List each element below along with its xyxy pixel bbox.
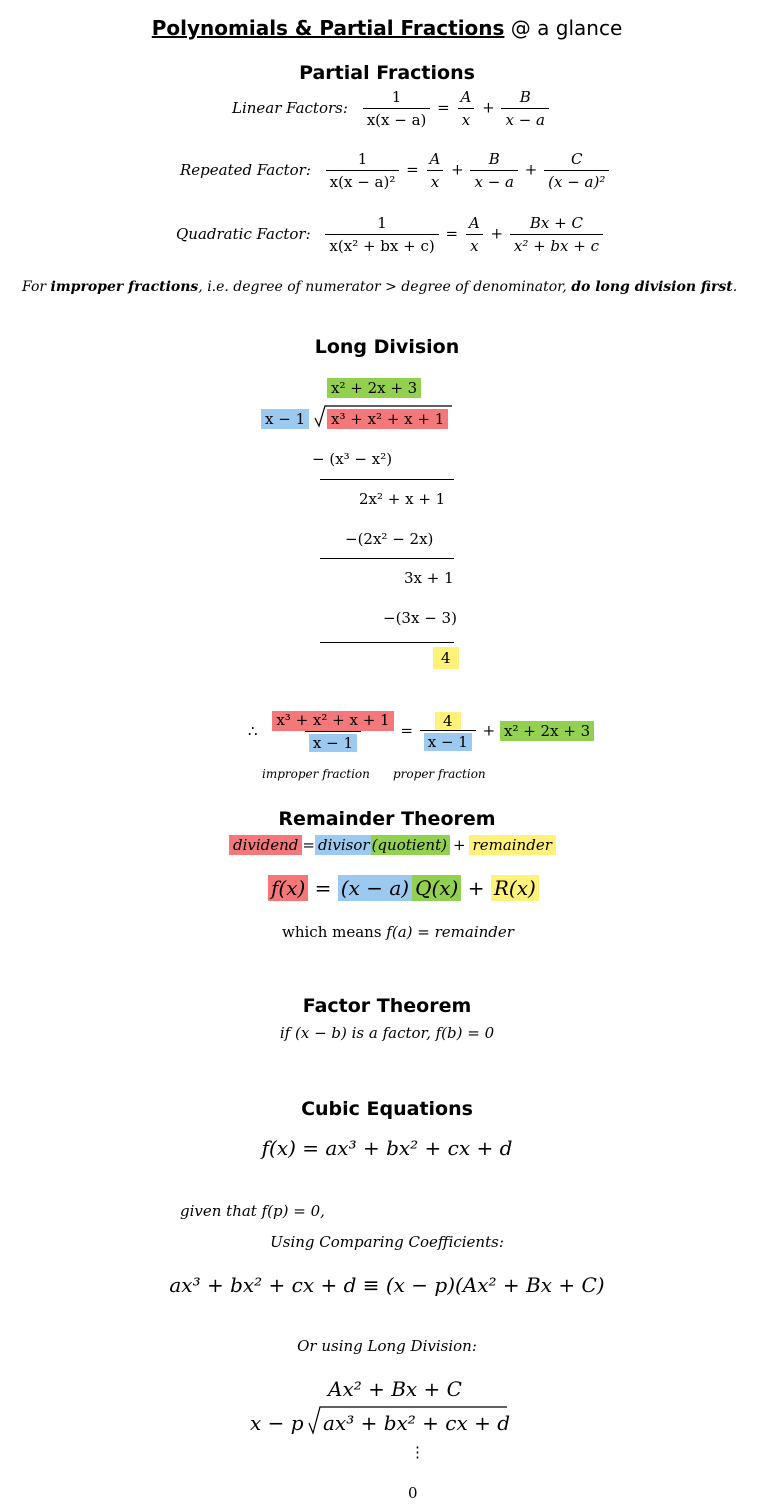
improper-fractions-note: For improper fractions, i.e. degree of numerator > degree of denominator, do long division first.	[22, 279, 738, 295]
ld-step-5: −(3x − 3)	[383, 609, 457, 627]
label-improper-fraction: improper fraction	[262, 767, 370, 781]
linear-term-b: $\frac{B}{x - a}$	[501, 88, 549, 129]
quadratic-term-b: $\frac{Bx + C}{\text{x² + bx + c}}$	[510, 214, 603, 255]
repeated-term-a: $\frac{A}{x}$	[426, 150, 445, 191]
remainder-theorem-words: dividend = divisor (quotient) + remainder	[229, 836, 556, 854]
linear-label: Linear Factors:	[232, 98, 348, 117]
ld-remainder: 4	[433, 647, 459, 669]
title-main: Polynomials & Partial Fractions	[151, 16, 505, 40]
therefore-symbol: ∴	[248, 721, 258, 740]
quadratic-term-a: $\frac{A}{x}$	[465, 214, 484, 255]
cubic-heading: Cubic Equations	[301, 1098, 473, 1120]
ld-step-2: 2x² + x + 1	[359, 490, 446, 508]
cubic-ld-quotient: Ax² + Bx + C	[328, 1377, 462, 1401]
ld-step-1: − (x³ − x²)	[312, 450, 393, 468]
cubic-given: given that f(p) = 0,	[180, 1202, 325, 1220]
ld-step-3: −(2x² − 2x)	[345, 530, 434, 548]
cubic-comparing-coefficients: Using Comparing Coefficients:	[270, 1233, 504, 1251]
ld-result: ∴ $\frac{\text{x³ + x² + x + 1}}{x - 1}$ = $\frac{4}{x - 1}$ + x² + 2x + 3	[248, 711, 594, 752]
cubic-or-long-division: Or using Long Division:	[297, 1337, 477, 1355]
title-sub: @ a glance	[510, 16, 623, 40]
factor-theorem-heading: Factor Theorem	[302, 995, 472, 1017]
cubic-ld-zero: 0	[408, 1484, 418, 1502]
repeated-label: Repeated Factor:	[180, 160, 311, 179]
cubic-ld-dots: ⋮	[410, 1443, 425, 1461]
repeated-factor-row: Repeated Factor: $\frac{1}{\text{x(x − a)²}}$ = $\frac{A}{x}$ + $\frac{B}{x - a}$ + $\frac{C}{\text{(x − a)²}}$	[180, 150, 611, 191]
cubic-function: f(x) = ax³ + bx² + cx + d	[261, 1136, 513, 1160]
ld-dividend: x³ + x² + x + 1	[327, 409, 448, 429]
linear-lhs: $\frac{1}{x(x - a)}$	[363, 88, 431, 129]
ld-rule-2	[320, 558, 454, 559]
repeated-term-c: $\frac{C}{\text{(x − a)²}}$	[544, 150, 609, 191]
cubic-ld-dividend: ax³ + bx² + cx + d	[323, 1411, 511, 1435]
linear-factors-row: Linear Factors: $\frac{1}{x(x - a)}$ = $\frac{A}{x}$ + $\frac{B}{x - a}$	[232, 88, 551, 129]
remainder-theorem-formula: f(x) = (x − a) Q(x) + R(x)	[268, 876, 539, 900]
ld-divisor: x − 1	[261, 409, 309, 429]
linear-term-a: $\frac{A}{x}$	[457, 88, 476, 129]
quadratic-lhs: $\frac{1}{\text{x(x² + bx + c)}}$	[325, 214, 438, 255]
cubic-identity: ax³ + bx² + cx + d ≡ (x − p)(Ax² + Bx + C)	[169, 1273, 605, 1297]
ld-quotient: x² + 2x + 3	[327, 378, 421, 398]
label-proper-fraction: proper fraction	[393, 767, 486, 781]
long-division-heading: Long Division	[314, 336, 460, 358]
repeated-lhs: $\frac{1}{\text{x(x − a)²}}$	[326, 150, 400, 191]
factor-theorem-statement: if (x − b) is a factor, f(b) = 0	[279, 1024, 495, 1042]
partial-fractions-heading: Partial Fractions	[299, 62, 475, 84]
ld-step-4: 3x + 1	[404, 569, 454, 587]
cubic-ld-divisor: x − p	[250, 1411, 304, 1435]
quadratic-factor-row: Quadratic Factor: $\frac{1}{\text{x(x² + bx + c)}}$ = $\frac{A}{x}$ + $\frac{Bx + C}{\text{x² + bx + c}}$	[176, 214, 605, 255]
ld-rule-1	[320, 479, 454, 480]
page-title	[0, 16, 774, 40]
result-quotient: x² + 2x + 3	[500, 721, 594, 741]
remainder-theorem-heading: Remainder Theorem	[278, 808, 496, 830]
quadratic-label: Quadratic Factor:	[176, 224, 311, 243]
ld-rule-3	[320, 642, 454, 643]
remainder-theorem-means: which means f(a) = remainder	[282, 923, 514, 941]
result-proper-fraction: $\frac{4}{x - 1}$	[420, 712, 476, 751]
repeated-term-b: $\frac{B}{x - a}$	[470, 150, 518, 191]
result-improper-fraction: $\frac{\text{x³ + x² + x + 1}}{x - 1}$	[272, 711, 393, 752]
